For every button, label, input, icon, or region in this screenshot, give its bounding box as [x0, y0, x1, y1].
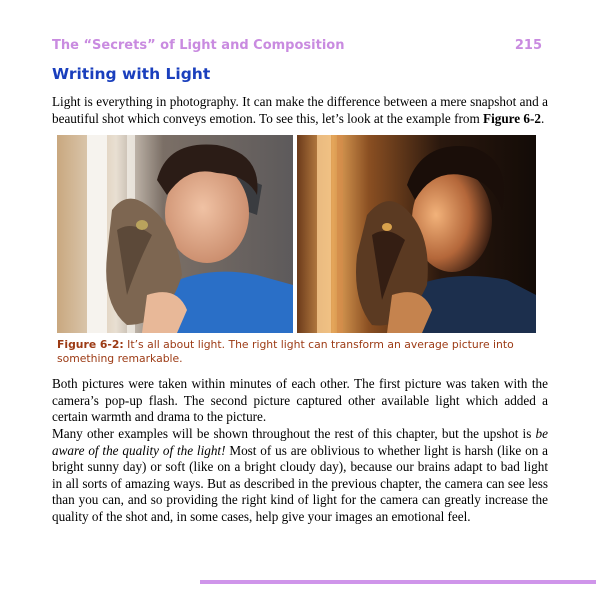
paragraph-intro — [52, 94, 548, 127]
figure-caption-text: It’s all about light. The right light can transform an average picture into something remarkable. — [57, 338, 514, 365]
photo-flash — [57, 135, 293, 333]
page-number: 215 — [514, 38, 542, 53]
section-title: Writing with Light — [52, 65, 211, 83]
emphasis-text: be aware of the quality of the light! — [52, 426, 548, 458]
running-head — [52, 38, 542, 53]
figure-label: Figure 6-2: — [57, 338, 124, 351]
paragraph-comparison: Both pictures were taken within minutes of each other. The first picture was taken with the camera’s pop-up flash. The second picture captured other available light which added a certain warmth and drama to the picture. — [52, 376, 548, 425]
figure-reference: Figure 6-2 — [483, 110, 542, 126]
paragraph-quality — [52, 426, 548, 526]
figure-6-2 — [57, 135, 536, 333]
bottom-rule — [200, 580, 596, 584]
figure-caption — [57, 338, 527, 365]
paragraph-intro-end: . — [541, 110, 545, 126]
paragraph-intro-text: Light is everything in photography. It can make the difference between a mere snapshot and a beautiful shot which conveys emotion. To see this, let’s look at the example from — [52, 94, 548, 126]
paragraph-quality-start: Many other examples will be shown throughout the rest of this chapter, but the upshot is — [52, 426, 536, 441]
photo-available-light — [297, 135, 536, 333]
chapter-title: The “Secrets” of Light and Composition — [52, 38, 345, 53]
paragraph-quality-rest: Most of us are oblivious to whether light is harsh (like on a bright sunny day) or soft (like on a bright cloudy day), because our brains adapt to bad light in all sorts of amazing ways. But as described in the previous chapter, the camera can see less than you can, and so providing the right kind of light for the camera can greatly increase the quality of the shot and, in some cases, help give your images an emotional feel. — [52, 442, 548, 524]
